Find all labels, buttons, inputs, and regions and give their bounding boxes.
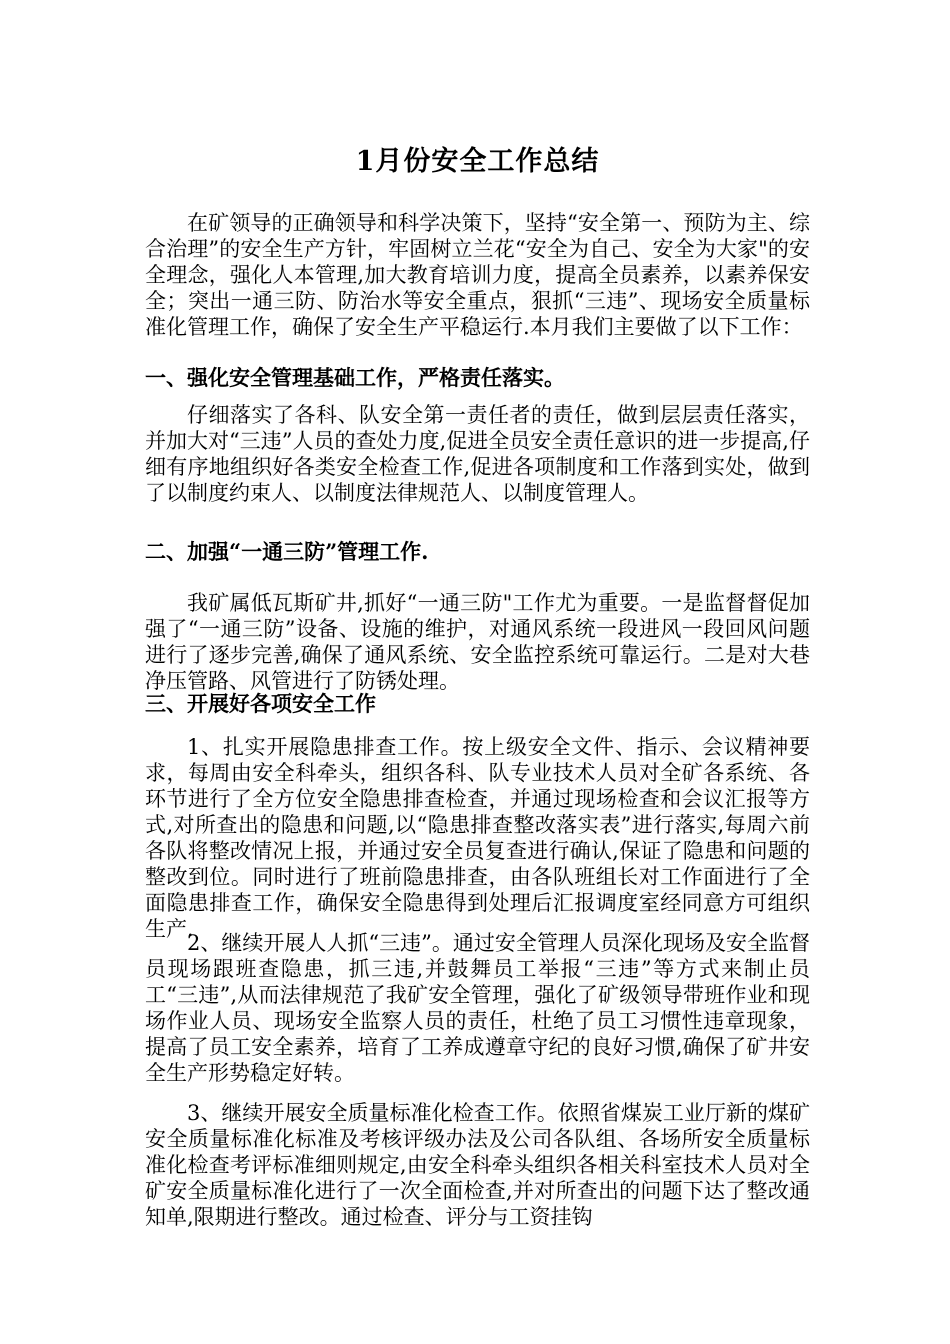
section-3-paragraph-1: 1、扎实开展隐患排查工作。按上级安全文件、指示、会议精神要求，每周由安全科牵头，组织各科、队专业技术人员对全矿各系统、各环节进行了全方位安全隐患排查检查，并通过现场检查和会议汇报等方式,对所查出的隐患和问题,以“隐患排查整改落实表”进行落实,每周六前各队将整改情况上报，并通过安全员复查进行确认,保证了隐患和问题的整改到位。同时进行了班前隐患排查，由各队班组长对工作面进行了全面隐患排查工作，确保安全隐患得到处理后汇报调度室经同意方可组织生产. bbox=[145, 735, 810, 941]
section-1-heading: 一、强化安全管理基础工作，严格责任落实。 bbox=[145, 365, 565, 390]
section-3-paragraph-3: 3、继续开展安全质量标准化检查工作。依照省煤炭工业厅新的煤矿安全质量标准化标准及考核评级办法及公司各队组、各场所安全质量标准化检查考评标准细则规定,由安全科牵头组织各相关科室技术人员对全矿安全质量标准化进行了一次全面检查,并对所查出的问题下达了整改通知单,限期进行整改。通过检查、评分与工资挂钩 bbox=[145, 1101, 810, 1229]
section-1-paragraph: 仔细落实了各科、队安全第一责任者的责任，做到层层责任落实，并加大对“三违”人员的查处力度,促进全员安全责任意识的进一步提高,仔细有序地组织好各类安全检查工作,促进各项制度和工作落到实处，做到了以制度约束人、以制度法律规范人、以制度管理人。 bbox=[145, 403, 810, 505]
intro-paragraph: 在矿领导的正确领导和科学决策下，坚持“安全第一、预防为主、综合治理”的安全生产方针，牢固树立兰花“安全为自己、安全为大家"的安全理念，强化人本管理,加大教育培训力度，提高全员素养，以素养保安全；突出一通三防、防治水等安全重点，狠抓“三违”、现场安全质量标准化管理工作，确保了安全生产平稳运行.本月我们主要做了以下工作： bbox=[145, 211, 810, 339]
section-2-heading: 二、加强“一通三防”管理工作. bbox=[145, 539, 429, 564]
document-title: 1月份安全工作总结 bbox=[355, 146, 600, 177]
section-3-heading: 三、开展好各项安全工作 bbox=[145, 691, 376, 716]
section-3-paragraph-2: 2、继续开展人人抓“三违”。通过安全管理人员深化现场及安全监督员现场跟班查隐患，抓三违,并鼓舞员工举报“三违”等方式来制止员工“三违”,从而法律规范了我矿安全管理，强化了矿级领导带班作业和现场作业人员、现场安全监察人员的责任，杜绝了员工习惯性违章现象，提高了员工安全素养，培育了工养成遵章守纪的良好习惯,确保了矿井安全生产形势稳定好转。 bbox=[145, 931, 810, 1085]
section-2-paragraph: 我矿属低瓦斯矿井,抓好“一通三防"工作尤为重要。一是监督督促加强了“一通三防”设备、设施的维护，对通风系统一段进风一段回风问题进行了逐步完善,确保了通风系统、安全监控系统可靠运行。二是对大巷净压管路、风管进行了防锈处理。 bbox=[145, 591, 810, 693]
